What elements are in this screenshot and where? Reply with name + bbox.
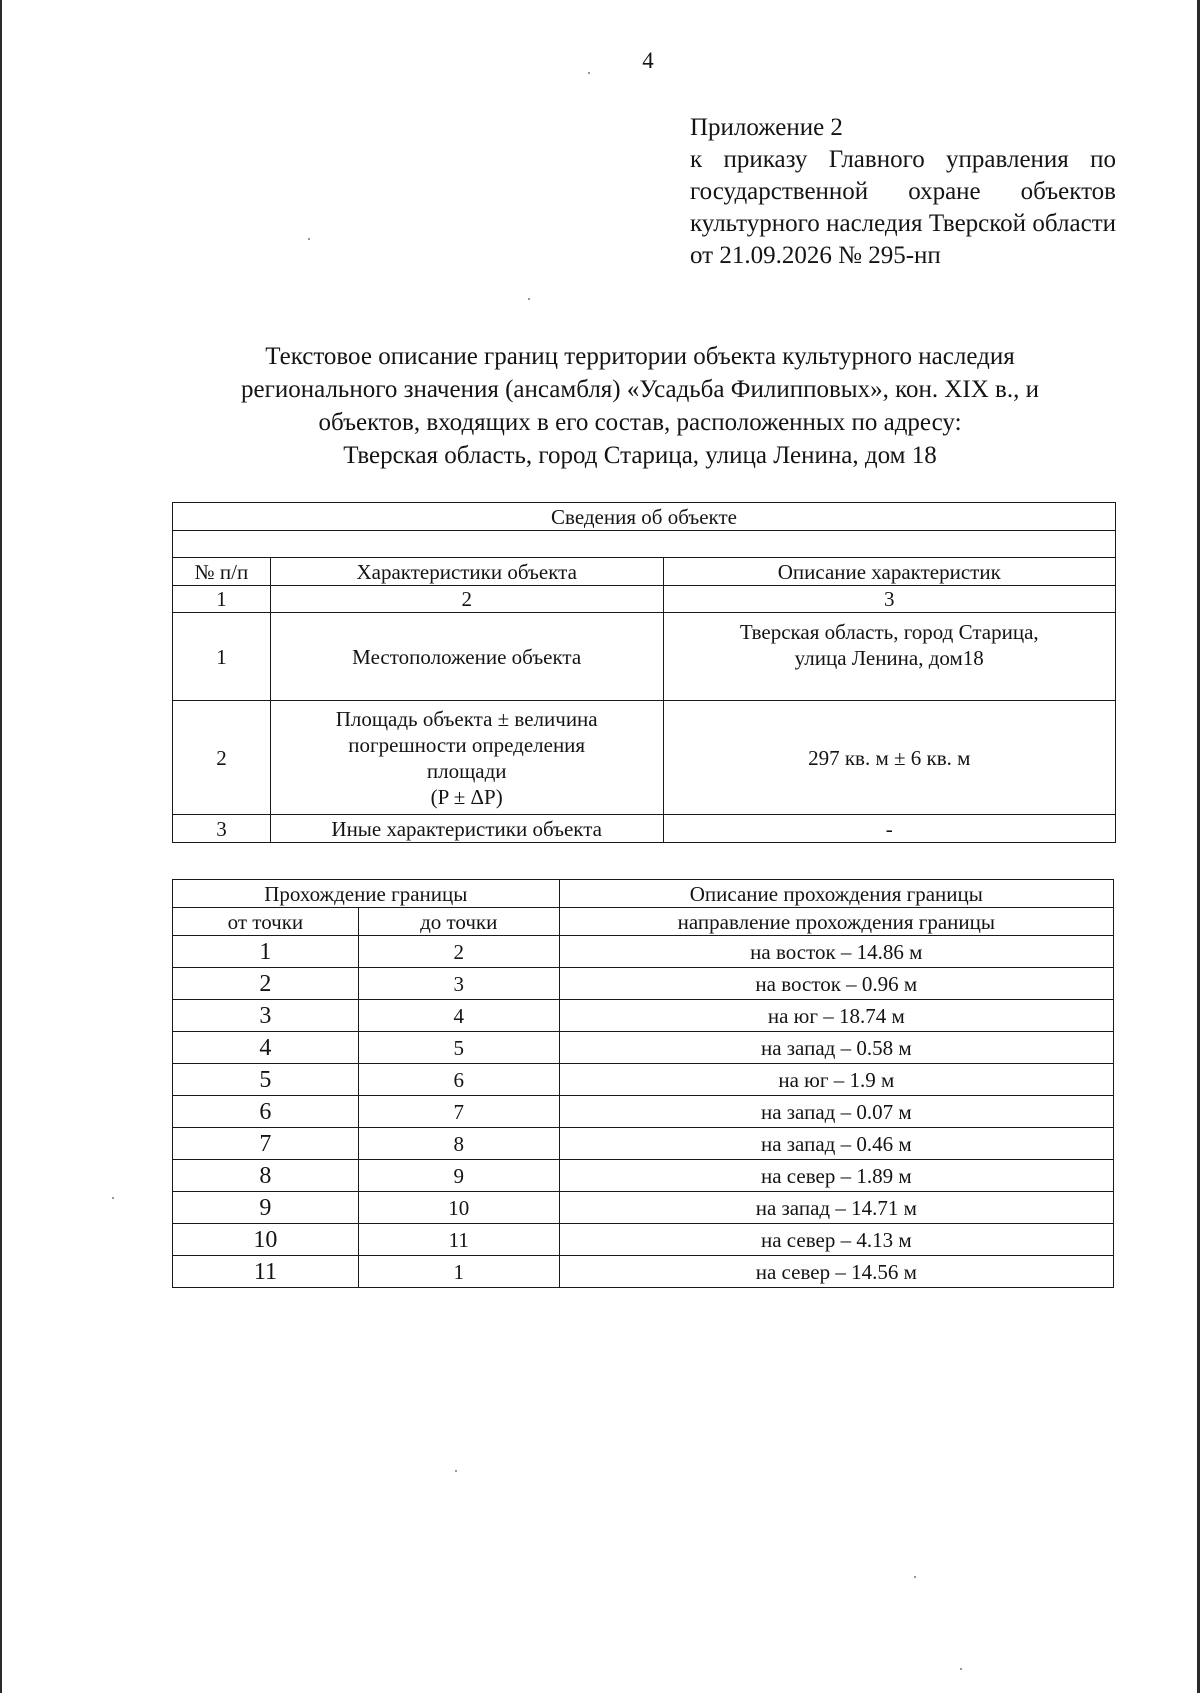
table-row xyxy=(173,1160,1114,1192)
column-header-characteristic: Характеристики объекта xyxy=(270,558,663,586)
direction-cell: на север – 14.56 м xyxy=(559,1256,1113,1288)
title-line: объектов, входящих в его состав, расположенных по адресу: xyxy=(318,409,962,436)
object-info-table xyxy=(172,502,1116,843)
from-point-cell: 5 xyxy=(173,1064,359,1096)
from-point-cell: 6 xyxy=(173,1096,359,1128)
title-line: регионального значения (ансамбля) «Усадьба Филипповых», кон. XIX в., и xyxy=(241,376,1039,403)
subheader-to-point: до точки xyxy=(358,908,559,936)
to-point-cell: 7 xyxy=(358,1096,559,1128)
title-line: Тверская область, город Старица, улица Ленина, дом 18 xyxy=(343,442,937,469)
column-number-cell: 3 xyxy=(663,586,1116,613)
cell-line: погрешности определения xyxy=(348,732,586,757)
row-number-cell: 1 xyxy=(173,613,271,701)
from-point-cell: 4 xyxy=(173,1032,359,1064)
to-point-cell: 6 xyxy=(358,1064,559,1096)
scan-speck xyxy=(588,72,590,74)
from-point-cell: 10 xyxy=(173,1224,359,1256)
characteristic-cell xyxy=(270,815,663,843)
characteristic-cell xyxy=(270,701,663,815)
document-title xyxy=(170,340,1110,472)
scan-speck xyxy=(308,238,310,240)
from-point-cell: 1 xyxy=(173,936,359,968)
from-point-cell: 11 xyxy=(173,1256,359,1288)
table-row xyxy=(173,1128,1114,1160)
cell-line: Местоположение объекта xyxy=(352,644,582,669)
description-cell xyxy=(663,613,1116,701)
to-point-cell: 2 xyxy=(358,936,559,968)
table-row xyxy=(173,936,1114,968)
to-point-cell: 11 xyxy=(358,1224,559,1256)
from-point-cell: 2 xyxy=(173,968,359,1000)
cell-line: (P ± ΔP) xyxy=(430,784,503,809)
cell-line: - xyxy=(885,816,893,841)
from-point-cell: 8 xyxy=(173,1160,359,1192)
scan-speck xyxy=(914,1576,916,1578)
cell-line: площади xyxy=(426,758,507,783)
to-point-cell: 10 xyxy=(358,1192,559,1224)
table-row xyxy=(173,1256,1114,1288)
table-row xyxy=(173,1000,1114,1032)
appendix-title: Приложение 2 xyxy=(690,114,843,141)
to-point-cell: 4 xyxy=(358,1000,559,1032)
characteristic-cell xyxy=(270,613,663,701)
column-number-cell: 2 xyxy=(270,586,663,613)
description-cell xyxy=(663,815,1116,843)
page-number: 4 xyxy=(642,48,654,73)
direction-cell: на север – 4.13 м xyxy=(559,1224,1113,1256)
direction-cell: на юг – 1.9 м xyxy=(559,1064,1113,1096)
table-row xyxy=(173,968,1114,1000)
direction-cell: на запад – 0.58 м xyxy=(559,1032,1113,1064)
scan-left-edge xyxy=(0,0,2,1693)
table-row xyxy=(173,1096,1114,1128)
direction-cell: на восток – 14.86 м xyxy=(559,936,1113,968)
table-row xyxy=(173,1064,1114,1096)
to-point-cell: 8 xyxy=(358,1128,559,1160)
cell-line: улица Ленина, дом18 xyxy=(794,646,984,670)
boundary-header-left: Прохождение границы xyxy=(173,880,560,908)
direction-cell: на восток – 0.96 м xyxy=(559,968,1113,1000)
column-number-cell: 1 xyxy=(173,586,271,613)
table-row xyxy=(173,815,1116,843)
appendix-note xyxy=(690,112,1116,272)
boundary-table xyxy=(172,879,1114,1288)
table-row xyxy=(173,613,1116,701)
to-point-cell: 5 xyxy=(358,1032,559,1064)
to-point-cell: 3 xyxy=(358,968,559,1000)
empty-row xyxy=(173,531,1116,558)
direction-cell: на юг – 18.74 м xyxy=(559,1000,1113,1032)
to-point-cell: 9 xyxy=(358,1160,559,1192)
cell-line: Тверская область, город Старица, xyxy=(739,620,1039,644)
from-point-cell: 9 xyxy=(173,1192,359,1224)
column-header-number: № п/п xyxy=(173,558,271,586)
description-cell xyxy=(663,701,1116,815)
scan-speck xyxy=(960,1668,962,1670)
table-row xyxy=(173,1192,1114,1224)
subheader-from-point: от точки xyxy=(173,908,359,936)
row-number-cell: 3 xyxy=(173,815,271,843)
subheader-direction: направление прохождения границы xyxy=(559,908,1113,936)
direction-cell: на запад – 14.71 м xyxy=(559,1192,1113,1224)
table-row xyxy=(173,1032,1114,1064)
cell-line: 297 кв. м ± 6 кв. м xyxy=(808,745,971,770)
boundary-rows xyxy=(173,936,1114,1288)
title-line: Текстовое описание границ территории объекта культурного наследия xyxy=(265,343,1015,370)
direction-cell: на север – 1.89 м xyxy=(559,1160,1113,1192)
scan-speck xyxy=(455,1470,457,1472)
object-info-header: Сведения об объекте xyxy=(173,503,1116,531)
cell-line: Иные характеристики объекта xyxy=(331,816,602,841)
from-point-cell: 3 xyxy=(173,1000,359,1032)
scan-speck xyxy=(528,298,530,300)
from-point-cell: 7 xyxy=(173,1128,359,1160)
cell-line: Площадь объекта ± величина xyxy=(335,706,598,731)
boundary-header-right: Описание прохождения границы xyxy=(559,880,1113,908)
scan-speck xyxy=(112,1197,114,1199)
to-point-cell: 1 xyxy=(358,1256,559,1288)
column-header-description: Описание характеристик xyxy=(663,558,1116,586)
table-row xyxy=(173,1224,1114,1256)
table-row xyxy=(173,701,1116,815)
direction-cell: на запад – 0.46 м xyxy=(559,1128,1113,1160)
direction-cell: на запад – 0.07 м xyxy=(559,1096,1113,1128)
appendix-order-reference: к приказу Главного управления по государственной охране объектов культурного наследия Тверской области от 21.09.2026 № 295-нп xyxy=(690,146,1116,269)
row-number-cell: 2 xyxy=(173,701,271,815)
